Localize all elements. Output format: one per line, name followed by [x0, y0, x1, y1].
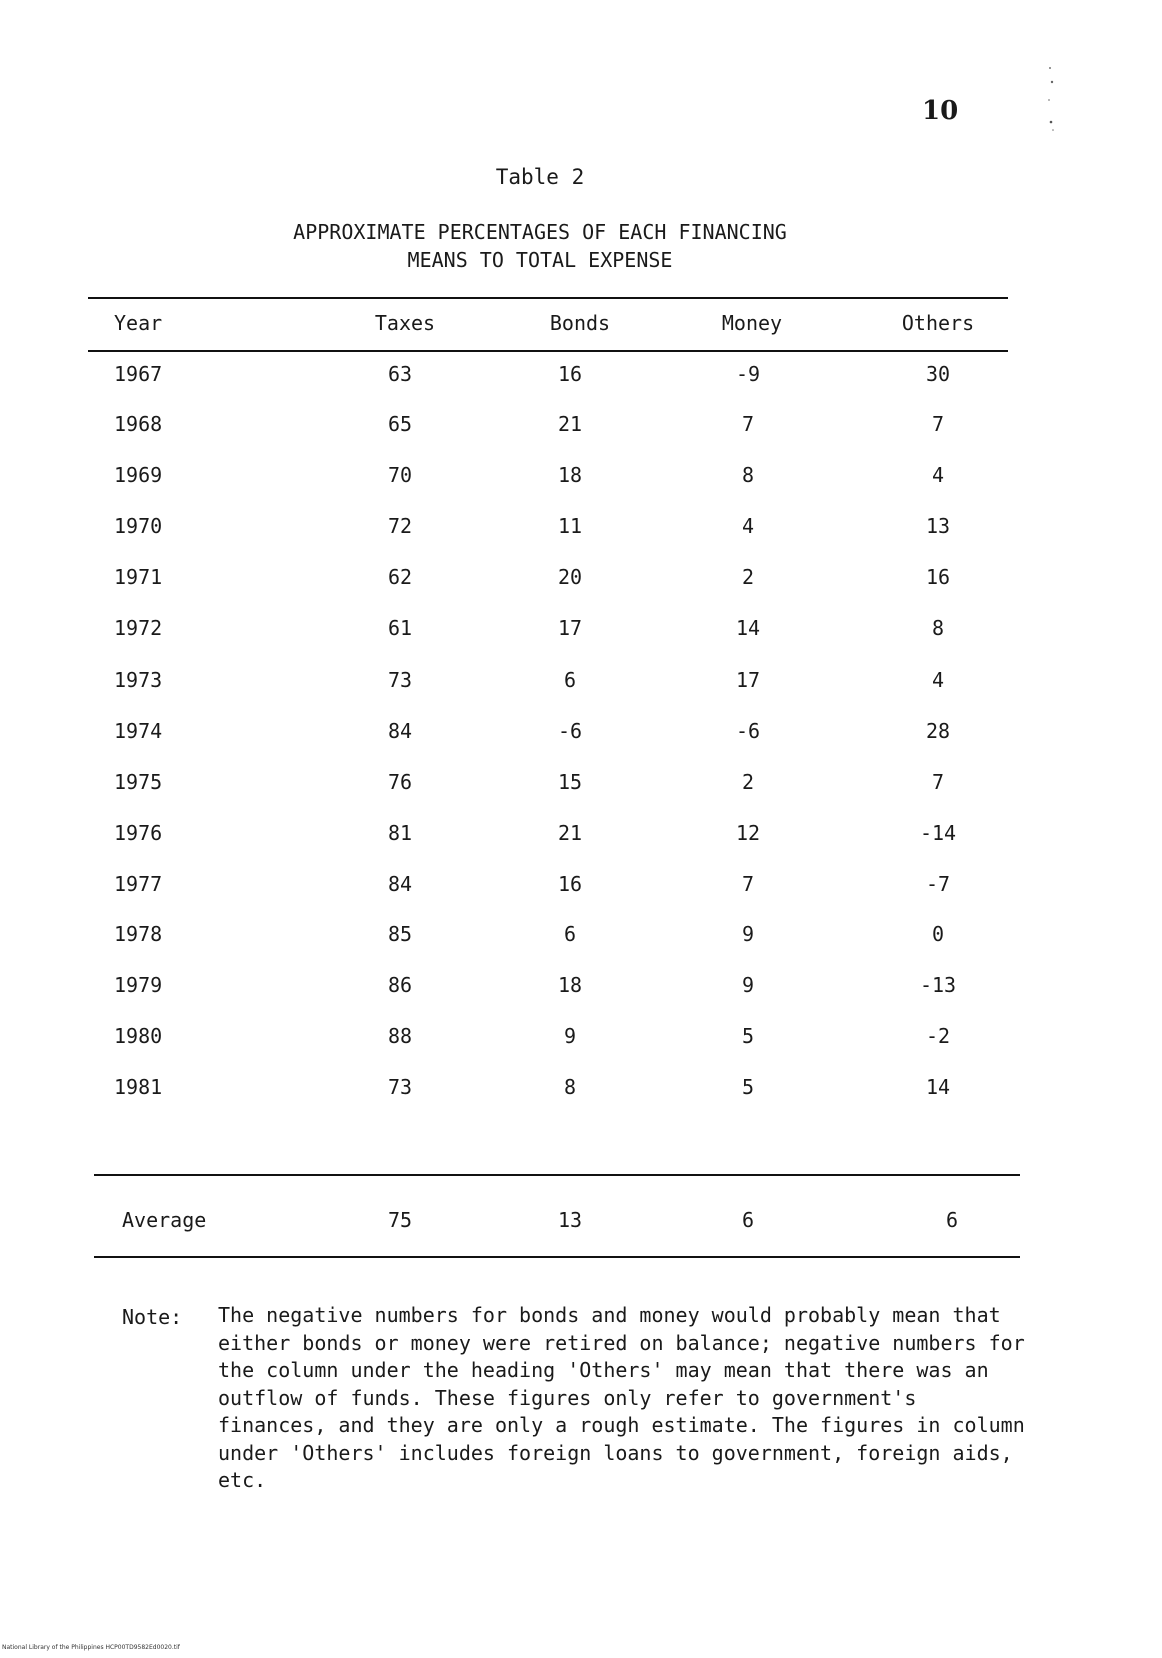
cell-year: 1976: [114, 821, 163, 845]
average-bottom-rule: [94, 1256, 1020, 1258]
cell-money: 2: [741, 565, 755, 589]
cell-year: 1968: [114, 412, 163, 436]
table-row: [0, 616, 1162, 646]
scan-footer: National Library of the Philippines HCP00TD9582Ed0020.tif: [2, 1644, 180, 1651]
cell-taxes: 61: [387, 616, 413, 640]
cell-taxes: 81: [387, 821, 413, 845]
cell-bonds: -6: [557, 719, 583, 743]
table-row: [0, 514, 1162, 544]
cell-bonds: 21: [557, 412, 583, 436]
cell-money: 4: [741, 514, 755, 538]
average-top-rule: [94, 1174, 1020, 1176]
cell-money: 5: [741, 1075, 755, 1099]
average-row: [0, 1208, 1162, 1238]
cell-taxes: 62: [387, 565, 413, 589]
cell-others: 16: [925, 565, 951, 589]
cell-year: 1977: [114, 872, 163, 896]
header-money: Money: [721, 311, 783, 335]
cell-year: 1971: [114, 565, 163, 589]
table-row: [0, 973, 1162, 1003]
cell-taxes: 84: [387, 719, 413, 743]
cell-others: -13: [919, 973, 957, 997]
average-money: 6: [741, 1208, 755, 1232]
cell-money: 9: [741, 973, 755, 997]
header-year: Year: [114, 311, 163, 335]
cell-bonds: 17: [557, 616, 583, 640]
table-title-line-2: MEANS TO TOTAL EXPENSE: [407, 248, 673, 272]
cell-taxes: 84: [387, 872, 413, 896]
table-row: [0, 719, 1162, 749]
table-title-line-1: APPROXIMATE PERCENTAGES OF EACH FINANCING: [293, 220, 787, 244]
cell-money: 7: [741, 412, 755, 436]
cell-taxes: 85: [387, 922, 413, 946]
note-text: The negative numbers for bonds and money would probably mean that either bonds or money were retired on balance; negative numbers for the column under the heading 'Others' may mean that there was an outflow of funds. These figures only refer to government's finances, and they are only a rough estimate. The figures in column under 'Others' includes foreign loans to government, foreign aids, etc.: [218, 1303, 1025, 1492]
cell-others: -2: [925, 1024, 951, 1048]
cell-others: -7: [925, 872, 951, 896]
header-others: Others: [901, 311, 975, 335]
cell-taxes: 88: [387, 1024, 413, 1048]
cell-bonds: 16: [557, 362, 583, 386]
cell-taxes: 70: [387, 463, 413, 487]
cell-taxes: 76: [387, 770, 413, 794]
table-row: [0, 668, 1162, 698]
cell-money: 5: [741, 1024, 755, 1048]
cell-others: 30: [925, 362, 951, 386]
cell-bonds: 15: [557, 770, 583, 794]
cell-others: 13: [925, 514, 951, 538]
cell-bonds: 9: [563, 1024, 577, 1048]
table-row: [0, 1024, 1162, 1054]
header-bonds: Bonds: [549, 311, 611, 335]
cell-year: 1969: [114, 463, 163, 487]
cell-others: 28: [925, 719, 951, 743]
table-row: [0, 1075, 1162, 1105]
cell-year: 1981: [114, 1075, 163, 1099]
page-number: 10: [922, 96, 959, 126]
cell-others: 4: [931, 463, 945, 487]
table-row: [0, 463, 1162, 493]
cell-others: 7: [931, 412, 945, 436]
cell-year: 1974: [114, 719, 163, 743]
cell-year: 1980: [114, 1024, 163, 1048]
cell-year: 1970: [114, 514, 163, 538]
cell-money: 8: [741, 463, 755, 487]
cell-money: 7: [741, 872, 755, 896]
cell-taxes: 63: [387, 362, 413, 386]
cell-money: 2: [741, 770, 755, 794]
cell-others: 8: [931, 616, 945, 640]
cell-bonds: 16: [557, 872, 583, 896]
cell-money: 14: [735, 616, 761, 640]
cell-bonds: 8: [563, 1075, 577, 1099]
cell-year: 1978: [114, 922, 163, 946]
average-others: 6: [945, 1208, 959, 1232]
cell-others: 4: [931, 668, 945, 692]
average-label: Average: [122, 1208, 207, 1232]
cell-bonds: 21: [557, 821, 583, 845]
cell-bonds: 18: [557, 463, 583, 487]
note-label: Note:: [122, 1305, 183, 1329]
table-row: [0, 922, 1162, 952]
average-taxes: 75: [387, 1208, 413, 1232]
cell-money: 9: [741, 922, 755, 946]
cell-bonds: 6: [563, 922, 577, 946]
cell-money: -6: [735, 719, 761, 743]
cell-others: 7: [931, 770, 945, 794]
table-row: [0, 872, 1162, 902]
cell-bonds: 6: [563, 668, 577, 692]
table-row: [0, 821, 1162, 851]
cell-year: 1973: [114, 668, 163, 692]
cell-money: 12: [735, 821, 761, 845]
table-label: Table 2: [495, 165, 585, 189]
cell-others: -14: [919, 821, 957, 845]
cell-bonds: 18: [557, 973, 583, 997]
cell-year: 1979: [114, 973, 163, 997]
cell-money: 17: [735, 668, 761, 692]
cell-taxes: 86: [387, 973, 413, 997]
cell-taxes: 65: [387, 412, 413, 436]
cell-bonds: 11: [557, 514, 583, 538]
table-row: [0, 770, 1162, 800]
cell-taxes: 72: [387, 514, 413, 538]
cell-year: 1967: [114, 362, 163, 386]
cell-year: 1975: [114, 770, 163, 794]
average-bonds: 13: [557, 1208, 583, 1232]
cell-others: 0: [931, 922, 945, 946]
cell-bonds: 20: [557, 565, 583, 589]
table-row: [0, 412, 1162, 442]
table-row: [0, 565, 1162, 595]
header-taxes: Taxes: [374, 311, 436, 335]
table-row: [0, 362, 1162, 392]
cell-taxes: 73: [387, 1075, 413, 1099]
cell-year: 1972: [114, 616, 163, 640]
cell-money: -9: [735, 362, 761, 386]
cell-others: 14: [925, 1075, 951, 1099]
cell-taxes: 73: [387, 668, 413, 692]
